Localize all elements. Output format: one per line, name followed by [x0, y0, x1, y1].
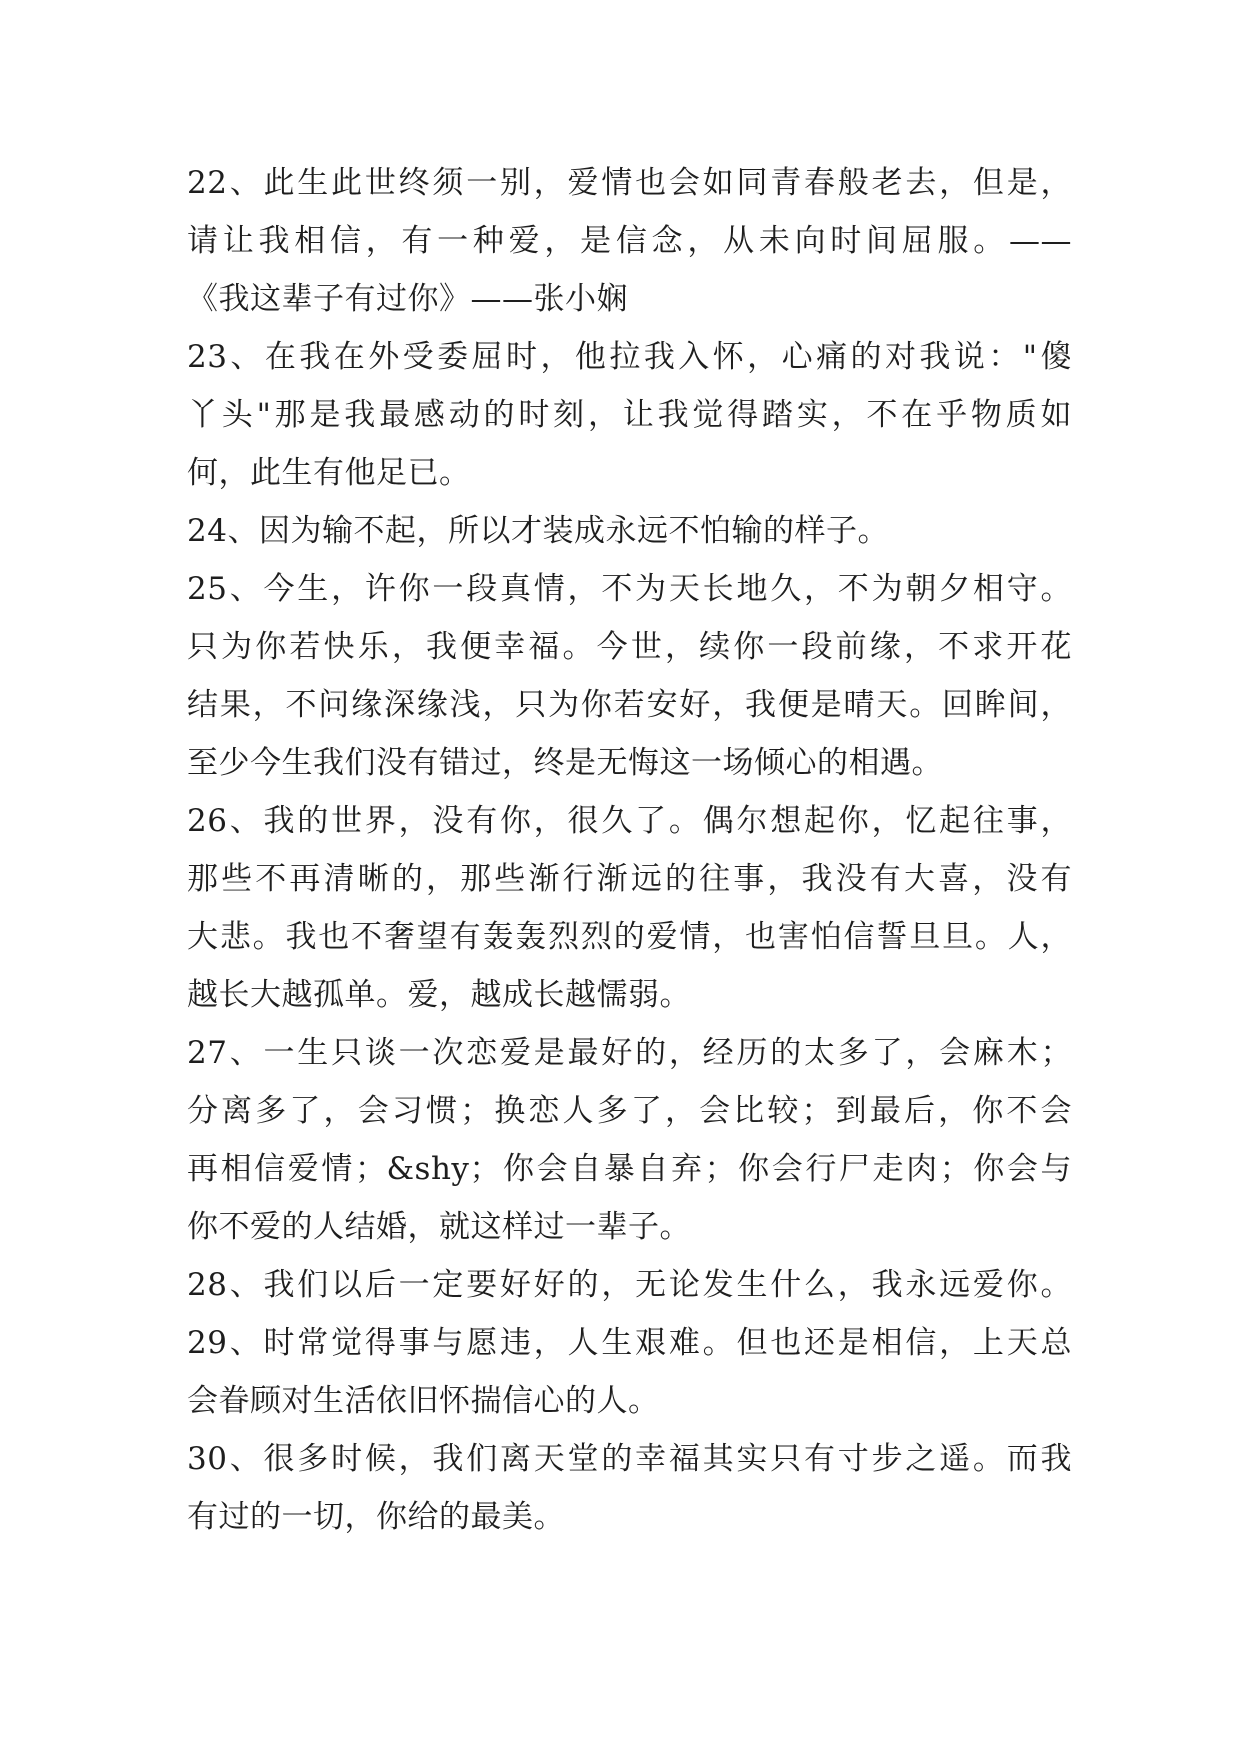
- entry-line: 只为你若快乐，我便幸福。今世，续你一段前缘，不求开花: [187, 629, 1072, 665]
- entry-line: 《我这辈子有过你》——张小娴: [187, 281, 628, 317]
- entry-line: 请让我相信，有一种爱，是信念，从未向时间屈服。——: [187, 223, 1072, 259]
- entry-line: 何，此生有他足已。: [187, 455, 471, 491]
- entry-line: 会眷顾对生活依旧怀揣信心的人。: [187, 1383, 660, 1419]
- entry-30: [187, 1430, 1072, 1546]
- entry-line: 那些不再清晰的，那些渐行渐远的往事，我没有大喜，没有: [187, 861, 1072, 897]
- entry-24: [187, 502, 1072, 560]
- entry-line: 27、一生只谈一次恋爱是最好的，经历的太多了，会麻木；: [187, 1035, 1072, 1071]
- entry-line: 23、在我在外受委屈时，他拉我入怀，心痛的对我说："傻: [187, 339, 1072, 375]
- entry-line: 24、因为输不起，所以才装成永远不怕输的样子。: [187, 513, 889, 549]
- entry-line: 有过的一切，你给的最美。: [187, 1499, 565, 1535]
- entry-23: [187, 328, 1072, 502]
- entry-line: 越长大越孤单。爱，越成长越懦弱。: [187, 977, 691, 1013]
- entry-line: 分离多了，会习惯；换恋人多了，会比较；到最后，你不会: [187, 1093, 1072, 1129]
- entry-25: [187, 560, 1072, 792]
- entry-line: 28、我们以后一定要好好的，无论发生什么，我永远爱你。: [187, 1267, 1072, 1303]
- entry-line: 大悲。我也不奢望有轰轰烈烈的爱情，也害怕信誓旦旦。人，: [187, 919, 1072, 955]
- entry-27: [187, 1024, 1072, 1256]
- entry-line: 结果，不问缘深缘浅，只为你若安好，我便是晴天。回眸间，: [187, 687, 1072, 723]
- entry-line: 至少今生我们没有错过，终是无悔这一场倾心的相遇。: [187, 745, 943, 781]
- entry-line: 29、时常觉得事与愿违，人生艰难。但也还是相信，上天总: [187, 1325, 1072, 1361]
- entry-29: [187, 1314, 1072, 1430]
- entry-line: 30、很多时候，我们离天堂的幸福其实只有寸步之遥。而我: [187, 1441, 1072, 1477]
- entry-line: 丫头"那是我最感动的时刻，让我觉得踏实，不在乎物质如: [187, 397, 1072, 433]
- document-body: [187, 154, 1072, 1546]
- entry-22: [187, 154, 1072, 328]
- entry-line: 22、此生此世终须一别，爱情也会如同青春般老去，但是，: [187, 165, 1072, 201]
- entry-28: [187, 1256, 1072, 1314]
- entry-line: 25、今生，许你一段真情，不为天长地久，不为朝夕相守。: [187, 571, 1072, 607]
- entry-26: [187, 792, 1072, 1024]
- entry-line: 再相信爱情；&shy；你会自暴自弃；你会行尸走肉；你会与: [187, 1151, 1072, 1187]
- entry-line: 你不爱的人结婚，就这样过一辈子。: [187, 1209, 691, 1245]
- entry-line: 26、我的世界，没有你，很久了。偶尔想起你，忆起往事，: [187, 803, 1072, 839]
